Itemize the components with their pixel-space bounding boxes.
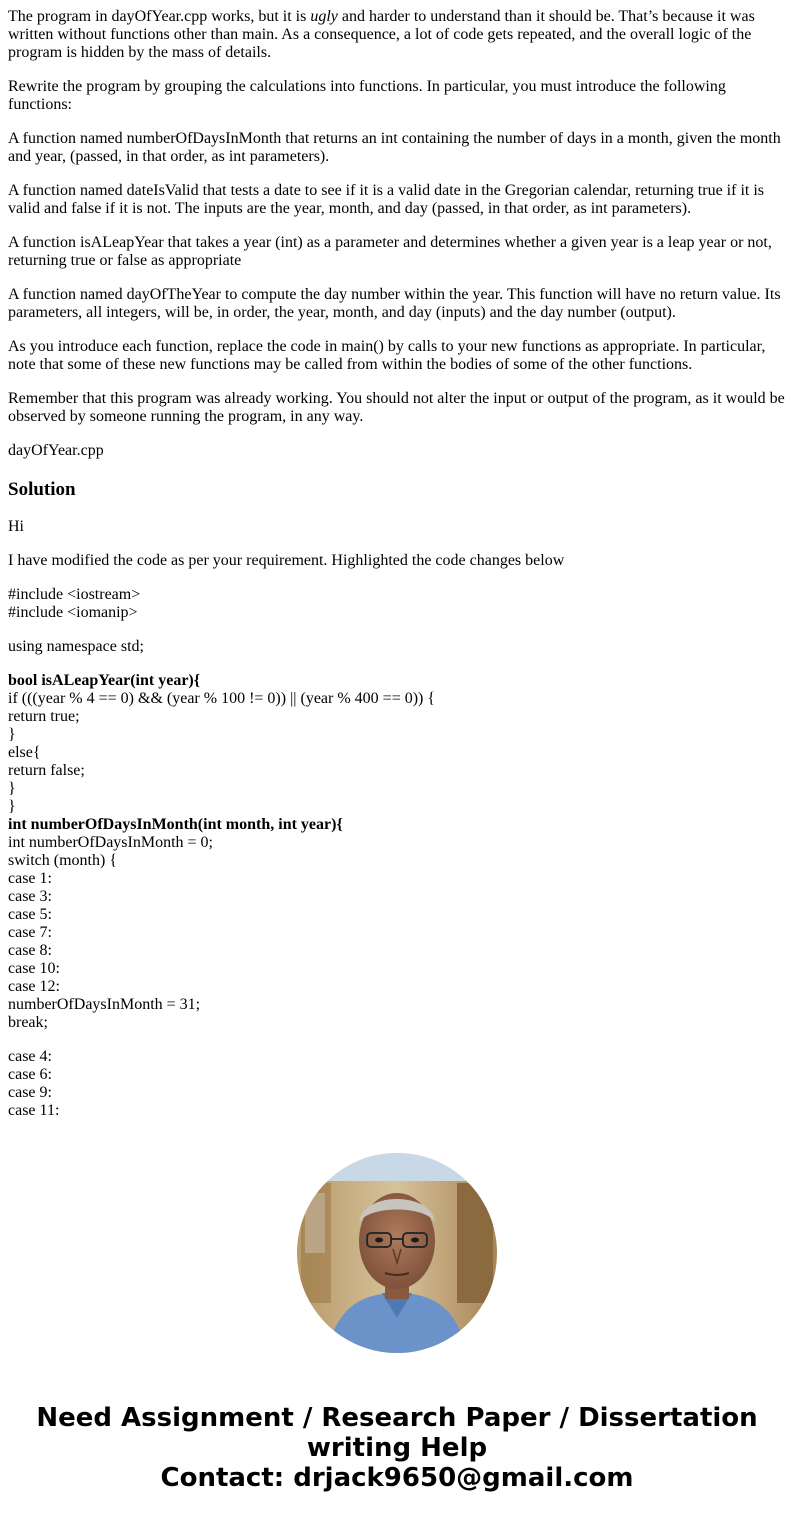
code-line: case 1: <box>8 870 52 887</box>
code-line-highlighted: bool isALeapYear(int year){ <box>8 672 201 689</box>
ad-banner <box>0 1403 794 1493</box>
solution-heading: Solution <box>8 479 76 500</box>
question-paragraph: A function named numberOfDaysInMonth that returns an int containing the number of days in a month, given the month and year, (passed, in that order, as int parameters). <box>8 130 781 165</box>
code-line: numberOfDaysInMonth = 31; <box>8 996 201 1013</box>
ad-line-2: writing Help <box>306 1433 488 1463</box>
code-line: case 4: <box>8 1048 52 1065</box>
avatar <box>297 1153 497 1353</box>
solution-intro: I have modified the code as per your requirement. Highlighted the code changes below <box>8 552 565 569</box>
code-line: case 12: <box>8 978 60 995</box>
code-line: int numberOfDaysInMonth = 0; <box>8 834 213 851</box>
question-paragraph: A function named dayOfTheYear to compute the day number within the year. This function will have no return value. Its parameters, all integers, will be, in order, the year, month, and day (inputs) and the day number (output). <box>8 286 781 321</box>
avatar-photo-icon <box>297 1153 497 1353</box>
code-block <box>8 638 786 656</box>
code-line: #include <iomanip> <box>8 604 138 621</box>
code-line: case 9: <box>8 1084 52 1101</box>
question-paragraph: Rewrite the program by grouping the calculations into functions. In particular, you must introduce the following functions: <box>8 78 726 113</box>
code-line: } <box>8 726 16 743</box>
code-line: case 7: <box>8 924 52 941</box>
code-line: case 10: <box>8 960 60 977</box>
code-line: } <box>8 798 16 815</box>
code-line: switch (month) { <box>8 852 117 869</box>
question-paragraph: Remember that this program was already working. You should not alter the input or output of the program, as it would be observed by someone running the program, in any way. <box>8 390 785 425</box>
code-line: case 8: <box>8 942 52 959</box>
code-line: case 3: <box>8 888 52 905</box>
code-line: break; <box>8 1014 48 1031</box>
code-line: using namespace std; <box>8 638 144 655</box>
code-listing <box>8 586 786 1120</box>
question-paragraph: As you introduce each function, replace the code in main() by calls to your new functions as appropriate. In particular, note that some of these new functions may be called from within the bodies of some of the other functions. <box>8 338 766 373</box>
emphasis-ugly: ugly <box>310 8 338 25</box>
code-block <box>8 586 786 622</box>
question-paragraph-1: The program in dayOfYear.cpp works, but it is ugly and harder to understand than it should be. That’s because it was written without functions other than main. As a consequence, a lot of code gets repeated, and the overall logic of the program is hidden by the mass of details. <box>8 8 755 61</box>
code-block <box>8 672 786 1032</box>
code-line-highlighted: int numberOfDaysInMonth(int month, int year){ <box>8 816 343 833</box>
code-line: else{ <box>8 744 41 761</box>
code-line: case 6: <box>8 1066 52 1083</box>
code-line: return false; <box>8 762 85 779</box>
ad-contact-line: Contact: drjack9650@gmail.com <box>160 1463 634 1493</box>
question-paragraph: A function named dateIsValid that tests a date to see if it is a valid date in the Gregorian calendar, returning true if it is valid and false if it is not. The inputs are the year, month, and day (passed, in that order, as int parameters). <box>8 182 765 217</box>
code-line: case 5: <box>8 906 52 923</box>
file-name: dayOfYear.cpp <box>8 442 104 459</box>
question-paragraph: A function isALeapYear that takes a year (int) as a parameter and determines whether a given year is a leap year or not, returning true or false as appropriate <box>8 234 772 269</box>
code-line: case 11: <box>8 1102 60 1119</box>
code-line: #include <iostream> <box>8 586 141 603</box>
ad-line-1: Need Assignment / Research Paper / Dissertation <box>36 1403 758 1433</box>
code-block <box>8 1048 786 1120</box>
code-line: return true; <box>8 708 80 725</box>
code-line: } <box>8 780 16 797</box>
code-line: if (((year % 4 == 0) && (year % 100 != 0)) || (year % 400 == 0)) { <box>8 690 436 707</box>
solution-greeting: Hi <box>8 518 24 535</box>
